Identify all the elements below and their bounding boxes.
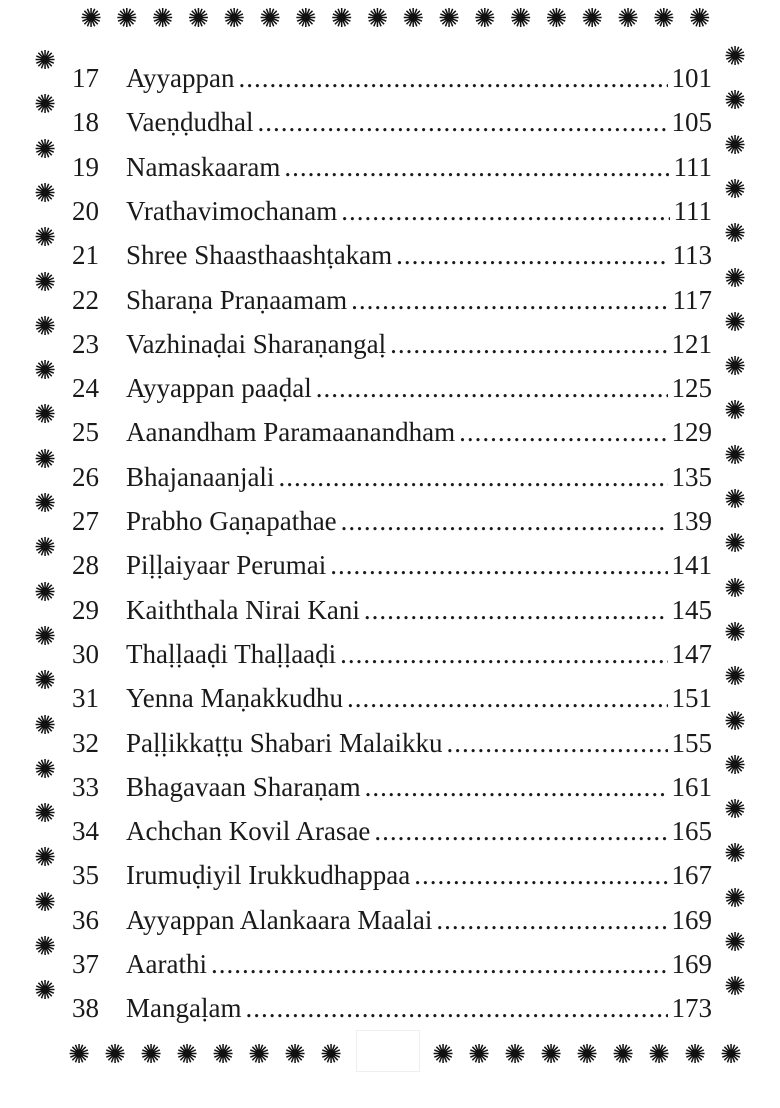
star-ornament-icon: ✺ [724, 529, 746, 560]
entry-page-number: 161 [671, 771, 712, 802]
entry-number: 28 [72, 550, 99, 581]
toc-entry[interactable] [72, 368, 712, 408]
star-ornament-icon: ✺ [34, 444, 56, 475]
star-ornament-icon: ✺ [284, 1040, 306, 1070]
entry-number: 29 [72, 594, 99, 625]
star-ornament-icon: ✺ [684, 1040, 706, 1070]
star-ornament-icon: ✺ [80, 4, 102, 34]
star-ornament-icon: ✺ [617, 4, 639, 34]
star-ornament-icon: ✺ [724, 263, 746, 294]
star-ornament-icon: ✺ [34, 356, 56, 387]
star-ornament-icon: ✺ [648, 1040, 670, 1070]
entry-title: Paḷḷikkaṭṭu Shabari Malaikku [126, 727, 443, 758]
entry-title: Yenna Maṇakkudhu [126, 683, 343, 714]
toc-entry[interactable] [72, 235, 712, 275]
entry-page-number: 129 [671, 417, 712, 448]
star-ornament-icon: ✺ [724, 174, 746, 205]
entry-number: 23 [72, 328, 99, 359]
dot-leader [390, 324, 667, 364]
star-ornament-icon: ✺ [34, 577, 56, 608]
star-ornament-icon: ✺ [68, 1040, 90, 1070]
entry-number: 34 [72, 816, 99, 847]
entry-page-number: 121 [671, 328, 712, 359]
entry-title: Bhagavaan Sharaṇam [126, 771, 361, 802]
entry-number: 21 [72, 240, 99, 271]
toc-entry[interactable] [72, 102, 712, 142]
star-ornament-icon: ✺ [688, 4, 711, 34]
star-ornament-icon: ✺ [724, 662, 746, 693]
entry-number: 35 [72, 860, 99, 891]
entry-page-number: 169 [671, 949, 712, 979]
star-ornament-icon: ✺ [151, 4, 174, 34]
star-ornament-icon: ✺ [473, 4, 496, 34]
star-ornament-icon: ✺ [438, 4, 460, 34]
dot-leader [414, 855, 667, 895]
star-ornament-icon: ✺ [504, 1040, 526, 1070]
entry-title: Mangaḷam [126, 993, 242, 1024]
dot-leader [330, 545, 667, 585]
toc-entry[interactable] [72, 412, 712, 452]
entry-page-number: 105 [671, 107, 712, 138]
blank-label-box [356, 1030, 420, 1072]
toc-entry[interactable] [72, 944, 712, 984]
entry-page-number: 151 [671, 683, 712, 714]
entry-title: Shree Shaasthaashṭakam [126, 240, 393, 271]
entry-number: 22 [72, 284, 99, 315]
dot-leader [340, 634, 667, 674]
entry-number: 24 [72, 373, 99, 404]
entry-title: Namaskaaram [126, 151, 281, 182]
entry-title: Prabho Gaṇapathae [126, 506, 337, 536]
star-ornament-icon: ✺ [724, 750, 746, 781]
toc-entry[interactable] [72, 767, 712, 807]
star-ornament-icon: ✺ [115, 4, 138, 34]
star-ornament-icon: ✺ [34, 843, 56, 874]
toc-entry[interactable] [72, 191, 712, 231]
star-ornament-icon: ✺ [468, 1040, 490, 1070]
entry-number: 27 [72, 506, 99, 536]
dot-leader [436, 900, 667, 940]
toc-entry[interactable] [72, 58, 712, 98]
dot-leader [316, 368, 668, 408]
dot-leader [284, 147, 669, 187]
star-ornament-icon: ✺ [724, 130, 746, 161]
toc-entry[interactable] [72, 988, 712, 1028]
entry-title: Bhajanaanjali [126, 461, 275, 492]
star-ornament-icon: ✺ [724, 219, 746, 250]
entry-page-number: 167 [671, 860, 712, 891]
entry-title: Achchan Kovil Arasae [126, 816, 371, 847]
star-ornament-icon: ✺ [576, 1040, 598, 1070]
entry-title: Ayyappan [126, 63, 235, 93]
entry-page-number: 111 [673, 195, 712, 226]
star-ornament-icon: ✺ [34, 799, 56, 830]
entry-number: 19 [72, 151, 99, 182]
entry-page-number: 155 [671, 727, 712, 758]
entry-title: Ayyappan paaḍal [126, 373, 312, 404]
dot-leader [459, 412, 667, 452]
star-ornament-icon: ✺ [187, 4, 210, 34]
entry-number: 38 [72, 993, 99, 1024]
star-ornament-icon: ✺ [34, 400, 56, 431]
toc-entry[interactable] [72, 811, 712, 851]
star-ornament-icon: ✺ [34, 90, 56, 121]
entry-page-number: 125 [671, 373, 712, 404]
star-ornament-icon: ✺ [724, 706, 746, 737]
toc-entry[interactable] [72, 545, 712, 585]
star-ornament-icon: ✺ [432, 1040, 454, 1070]
star-ornament-icon: ✺ [330, 4, 353, 34]
toc-entry[interactable] [72, 634, 712, 674]
dot-leader [341, 191, 669, 231]
star-ornament-icon: ✺ [724, 396, 746, 427]
star-ornament-icon: ✺ [34, 710, 56, 741]
entry-number: 18 [72, 107, 99, 138]
star-ornament-icon: ✺ [34, 533, 56, 564]
entry-page-number: 173 [671, 993, 712, 1024]
dot-leader [278, 457, 667, 497]
dot-leader [396, 235, 668, 275]
star-ornament-icon: ✺ [320, 1040, 342, 1070]
entry-title: Thaḷḷaaḍi Thaḷḷaaḍi [126, 638, 337, 669]
star-ornament-icon: ✺ [724, 352, 746, 383]
entry-number: 32 [72, 727, 99, 758]
toc-entry[interactable] [72, 590, 712, 630]
entry-page-number: 135 [671, 461, 712, 492]
star-ornament-icon: ✺ [724, 307, 746, 338]
star-ornament-icon: ✺ [724, 86, 746, 117]
entry-title: Vazhinaḍai Sharaṇangaḷ [126, 328, 387, 359]
dot-leader [446, 723, 667, 763]
star-ornament-icon: ✺ [652, 4, 675, 34]
entry-number: 17 [72, 63, 99, 93]
entry-title: Aanandham Paramaanandham [126, 417, 456, 448]
star-ornament-icon: ✺ [612, 1040, 634, 1070]
star-ornament-icon: ✺ [223, 4, 246, 34]
toc-entry[interactable] [72, 280, 712, 320]
entry-page-number: 139 [671, 506, 712, 536]
star-ornament-icon: ✺ [34, 621, 56, 652]
star-ornament-icon: ✺ [724, 795, 746, 826]
entry-title: Ayyappan Alankaara Maalai [126, 904, 433, 935]
star-ornament-icon: ✺ [581, 4, 604, 34]
star-ornament-icon: ✺ [34, 178, 56, 209]
entry-title: Kaiththala Nirai Kani [126, 594, 360, 625]
entry-page-number: 169 [671, 904, 712, 935]
dot-leader [211, 944, 668, 984]
toc-entry[interactable] [72, 457, 712, 497]
star-ornament-icon: ✺ [366, 4, 389, 34]
dot-leader [347, 678, 668, 718]
entry-page-number: 111 [673, 151, 712, 182]
entry-title: Irumuḍiyil Irukkudhappaa [126, 860, 411, 891]
star-ornament-icon: ✺ [545, 4, 568, 34]
dot-leader [351, 280, 668, 320]
star-ornament-icon: ✺ [509, 4, 532, 34]
star-ornament-icon: ✺ [34, 489, 56, 519]
entry-title: Piḷḷaiyaar Perumai [126, 550, 327, 581]
star-ornament-icon: ✺ [720, 1040, 742, 1070]
dot-leader [374, 811, 667, 851]
star-ornament-icon: ✺ [140, 1040, 162, 1070]
dot-leader [239, 58, 668, 98]
dot-leader [365, 767, 668, 807]
star-ornament-icon: ✺ [402, 4, 425, 34]
star-ornament-icon: ✺ [724, 972, 746, 1003]
toc-entry[interactable] [72, 723, 712, 763]
star-ornament-icon: ✺ [34, 46, 56, 76]
star-ornament-icon: ✺ [34, 932, 56, 962]
dot-leader [245, 988, 667, 1028]
entry-page-number: 147 [671, 638, 712, 669]
entry-number: 33 [72, 771, 99, 802]
toc-entry[interactable] [72, 678, 712, 718]
star-ornament-icon: ✺ [724, 883, 746, 914]
star-ornament-icon: ✺ [34, 666, 56, 697]
toc-entry[interactable] [72, 147, 712, 187]
entry-number: 25 [72, 417, 99, 448]
dot-leader [364, 590, 668, 630]
star-ornament-icon: ✺ [724, 573, 746, 604]
star-ornament-icon: ✺ [724, 440, 746, 471]
entry-number: 30 [72, 638, 99, 669]
star-ornament-icon: ✺ [34, 976, 56, 1007]
star-ornament-icon: ✺ [724, 839, 746, 870]
star-ornament-icon: ✺ [248, 1040, 270, 1070]
star-ornament-icon: ✺ [724, 928, 746, 958]
star-ornament-icon: ✺ [34, 887, 56, 918]
dot-leader [341, 501, 668, 541]
entry-page-number: 165 [671, 816, 712, 847]
star-ornament-icon: ✺ [212, 1040, 234, 1070]
entry-number: 31 [72, 683, 99, 714]
entry-page-number: 145 [671, 594, 712, 625]
star-ornament-icon: ✺ [724, 42, 746, 72]
entry-page-number: 101 [671, 63, 712, 93]
entry-number: 36 [72, 904, 99, 935]
star-ornament-icon: ✺ [259, 4, 281, 34]
star-ornament-icon: ✺ [176, 1040, 198, 1070]
star-ornament-icon: ✺ [34, 267, 56, 298]
entry-page-number: 141 [671, 550, 712, 581]
entry-title: Vaeṇḍudhal [126, 107, 254, 138]
entry-title: Sharaṇa Praṇaamam [126, 284, 348, 315]
star-ornament-icon: ✺ [34, 134, 56, 165]
entry-number: 37 [72, 949, 99, 979]
toc-entry[interactable] [72, 855, 712, 895]
entry-page-number: 117 [672, 284, 712, 315]
star-ornament-icon: ✺ [34, 311, 56, 342]
toc-entry[interactable] [72, 501, 712, 541]
entry-title: Vrathavimochanam [126, 195, 338, 226]
star-ornament-icon: ✺ [540, 1040, 562, 1070]
entry-title: Aarathi [126, 949, 207, 979]
toc-entry[interactable] [72, 900, 712, 940]
star-ornament-icon: ✺ [724, 617, 746, 648]
entry-number: 20 [72, 195, 99, 226]
entry-number: 26 [72, 461, 99, 492]
star-ornament-icon: ✺ [724, 485, 746, 515]
star-ornament-icon: ✺ [294, 4, 317, 34]
star-ornament-icon: ✺ [34, 223, 56, 254]
star-ornament-icon: ✺ [34, 754, 56, 785]
dot-leader [257, 102, 667, 142]
star-ornament-icon: ✺ [104, 1040, 126, 1070]
entry-page-number: 113 [672, 240, 712, 271]
toc-entry[interactable] [72, 324, 712, 364]
